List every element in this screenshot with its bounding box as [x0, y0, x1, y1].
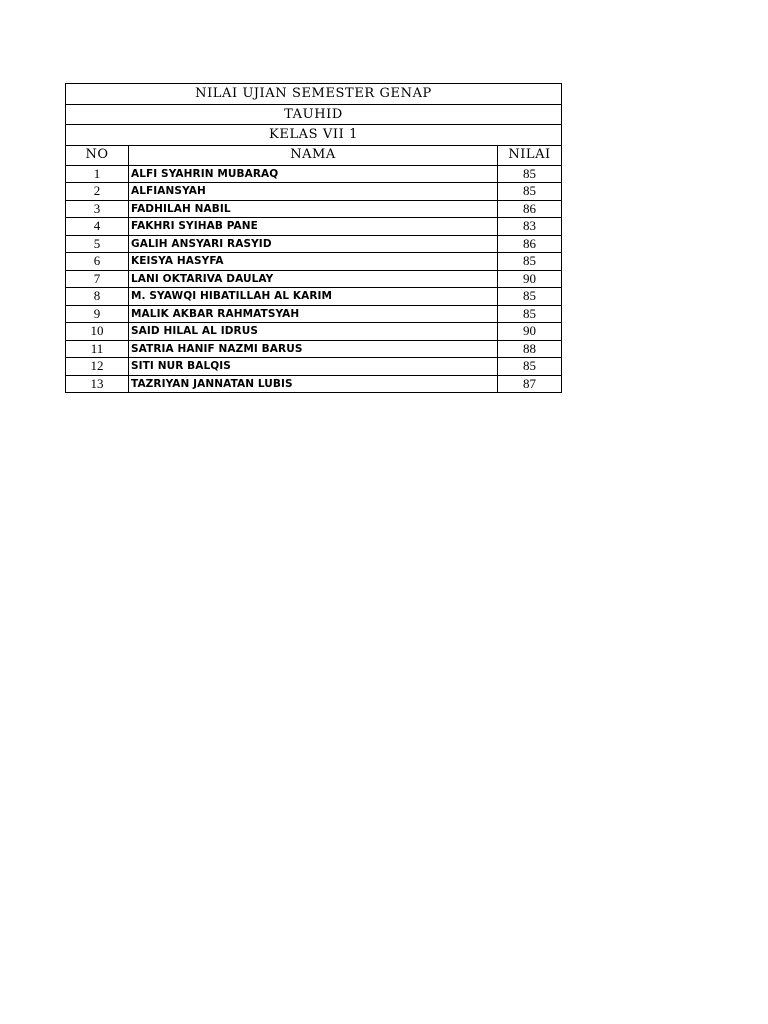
grades-table [65, 83, 562, 393]
row-score-cell: 90 [498, 323, 562, 341]
row-score-cell: 85 [498, 165, 562, 183]
row-name-cell: SITI NUR BALQIS [129, 358, 498, 376]
row-score-cell: 86 [498, 235, 562, 253]
row-score-cell: 85 [498, 253, 562, 271]
row-score-cell: 86 [498, 200, 562, 218]
title-exam: NILAI UJIAN SEMESTER GENAP [66, 84, 562, 105]
row-name-cell: SATRIA HANIF NAZMI BARUS [129, 340, 498, 358]
title-class: KELAS VII 1 [66, 125, 562, 146]
row-no-cell: 6 [66, 253, 129, 271]
row-name-cell: TAZRIYAN JANNATAN LUBIS [129, 375, 498, 393]
row-name-cell: FAKHRI SYIHAB PANE [129, 218, 498, 236]
row-score-cell: 85 [498, 305, 562, 323]
row-no-cell: 10 [66, 323, 129, 341]
row-score-cell: 85 [498, 288, 562, 306]
row-no-cell: 11 [66, 340, 129, 358]
row-score-cell: 90 [498, 270, 562, 288]
row-no-cell: 5 [66, 235, 129, 253]
row-name-cell: M. SYAWQI HIBATILLAH AL KARIM [129, 288, 498, 306]
row-name-cell: KEISYA HASYFA [129, 253, 498, 271]
table-row [66, 183, 562, 201]
row-no-cell: 3 [66, 200, 129, 218]
table-row [66, 218, 562, 236]
row-no-cell: 2 [66, 183, 129, 201]
table-row [66, 288, 562, 306]
table-row [66, 235, 562, 253]
row-no-cell: 9 [66, 305, 129, 323]
title-subject: TAUHID [66, 104, 562, 125]
row-no-cell: 7 [66, 270, 129, 288]
row-name-cell: ALFI SYAHRIN MUBARAQ [129, 165, 498, 183]
row-name-cell: GALIH ANSYARI RASYID [129, 235, 498, 253]
row-score-cell: 83 [498, 218, 562, 236]
row-score-cell: 85 [498, 358, 562, 376]
table-row [66, 270, 562, 288]
row-score-cell: 85 [498, 183, 562, 201]
table-row [66, 358, 562, 376]
header-no: NO [66, 145, 129, 165]
row-name-cell: SAID HILAL AL IDRUS [129, 323, 498, 341]
table-row [66, 340, 562, 358]
header-name: NAMA [129, 145, 498, 165]
row-name-cell: ALFIANSYAH [129, 183, 498, 201]
row-no-cell: 1 [66, 165, 129, 183]
table-row [66, 305, 562, 323]
row-score-cell: 87 [498, 375, 562, 393]
row-no-cell: 4 [66, 218, 129, 236]
table-row [66, 253, 562, 271]
table-row [66, 323, 562, 341]
table-row [66, 375, 562, 393]
table-row [66, 200, 562, 218]
table-row [66, 165, 562, 183]
row-name-cell: MALIK AKBAR RAHMATSYAH [129, 305, 498, 323]
header-score: NILAI [498, 145, 562, 165]
row-name-cell: LANI OKTARIVA DAULAY [129, 270, 498, 288]
row-no-cell: 13 [66, 375, 129, 393]
row-no-cell: 12 [66, 358, 129, 376]
row-no-cell: 8 [66, 288, 129, 306]
row-score-cell: 88 [498, 340, 562, 358]
row-name-cell: FADHILAH NABIL [129, 200, 498, 218]
